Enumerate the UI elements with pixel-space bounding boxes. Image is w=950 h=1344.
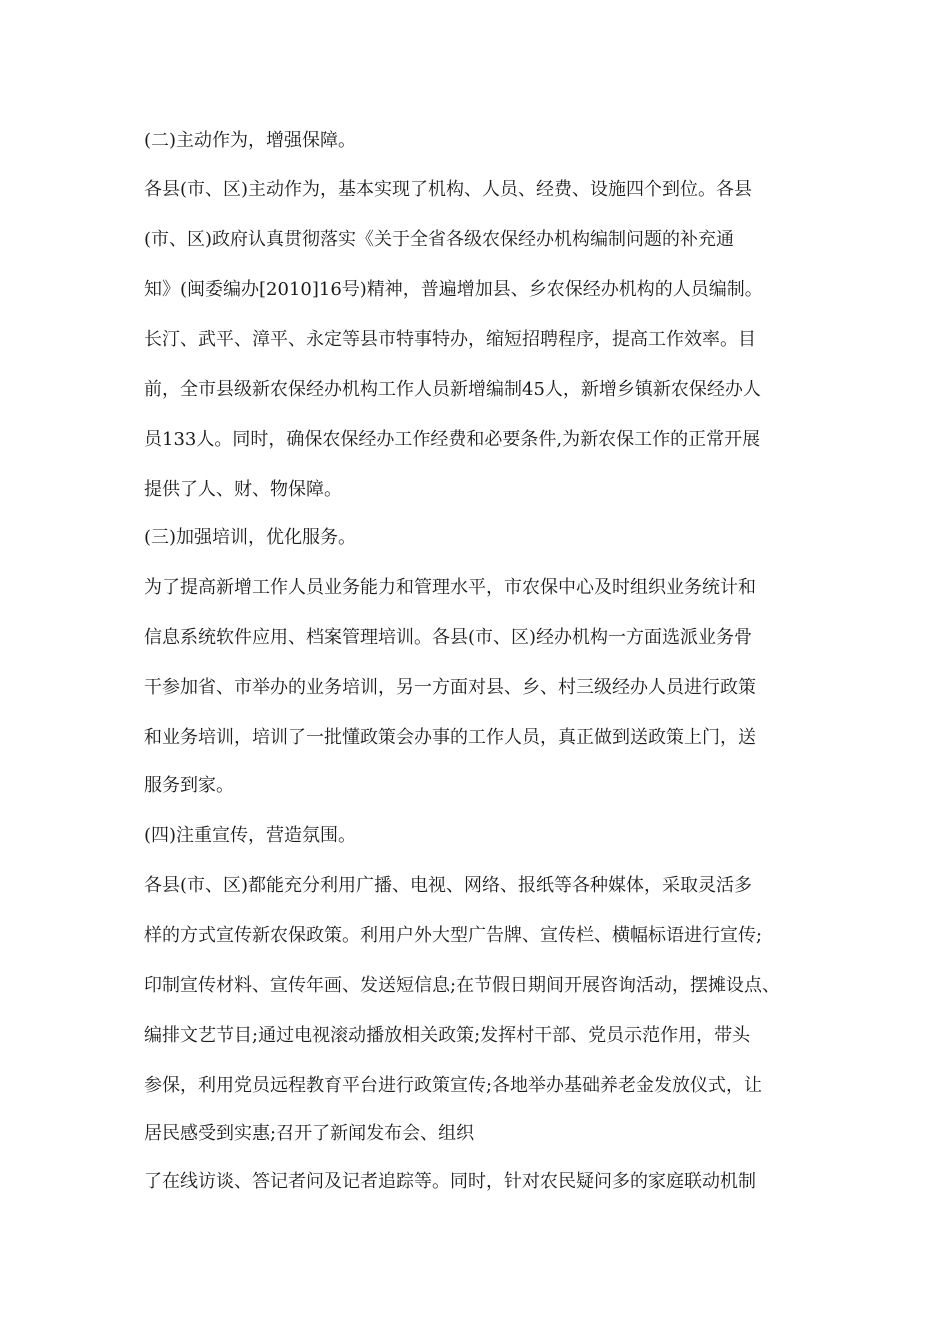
paragraph-line: 样的方式宣传新农保政策。利用户外大型广告牌、宣传栏、横幅标语进行宣传; [144,925,763,946]
paragraph-line: 各县(市、区)都能充分利用广播、电视、网络、报纸等各种媒体，采取灵活多 [144,875,753,896]
section-heading-2: (二)主动作为，增强保障。 [144,130,357,151]
paragraph-line: (市、区)政府认真贯彻落实《关于全省各级农保经办机构编制问题的补充通 [144,229,735,250]
paragraph-line: 印制宣传材料、宣传年画、发送短信息;在节假日期间开展咨询活动，摆摊设点、 [144,975,781,996]
paragraph-line: 知》(闽委编办[2010]16号)精神，普遍增加县、乡农保经办机构的人员编制。 [144,279,763,300]
paragraph-line: 为了提高新增工作人员业务能力和管理水平，市农保中心及时组织业务统计和 [144,577,756,598]
paragraph-line: 编排文艺节目;通过电视滚动播放相关政策;发挥村干部、党员示范作用，带头 [144,1025,751,1046]
paragraph-line: 参保，利用党员远程教育平台进行政策宣传;各地举办基础养老金发放仪式，让 [144,1075,763,1096]
paragraph-line: 各县(市、区)主动作为，基本实现了机构、人员、经费、设施四个到位。各县 [144,179,753,200]
paragraph-line: 员133人。同时，确保农保经办工作经费和必要条件,为新农保工作的正常开展 [144,429,761,450]
paragraph-line: 长汀、武平、漳平、永定等县市特事特办，缩短招聘程序，提高工作效率。目 [144,329,756,350]
paragraph-line: 前，全市县级新农保经办机构工作人员新增编制45人，新增乡镇新农保经办人 [144,379,761,400]
paragraph-line: 了在线访谈、答记者问及记者追踪等。同时，针对农民疑问多的家庭联动机制 [144,1171,756,1192]
section-heading-3: (三)加强培训，优化服务。 [144,527,357,548]
paragraph-line: 干参加省、市举办的业务培训，另一方面对县、乡、村三级经办人员进行政策 [144,677,756,698]
paragraph-line: 提供了人、财、物保障。 [144,479,342,500]
paragraph-line: 居民感受到实惠;召开了新闻发布会、组织 [144,1123,475,1144]
section-heading-4: (四)注重宣传，营造氛围。 [144,825,357,846]
paragraph-line: 信息系统软件应用、档案管理培训。各县(市、区)经办机构一方面选派业务骨 [144,627,753,648]
paragraph-line: 和业务培训，培训了一批懂政策会办事的工作人员，真正做到送政策上门，送 [144,727,756,748]
paragraph-line: 服务到家。 [144,775,234,796]
